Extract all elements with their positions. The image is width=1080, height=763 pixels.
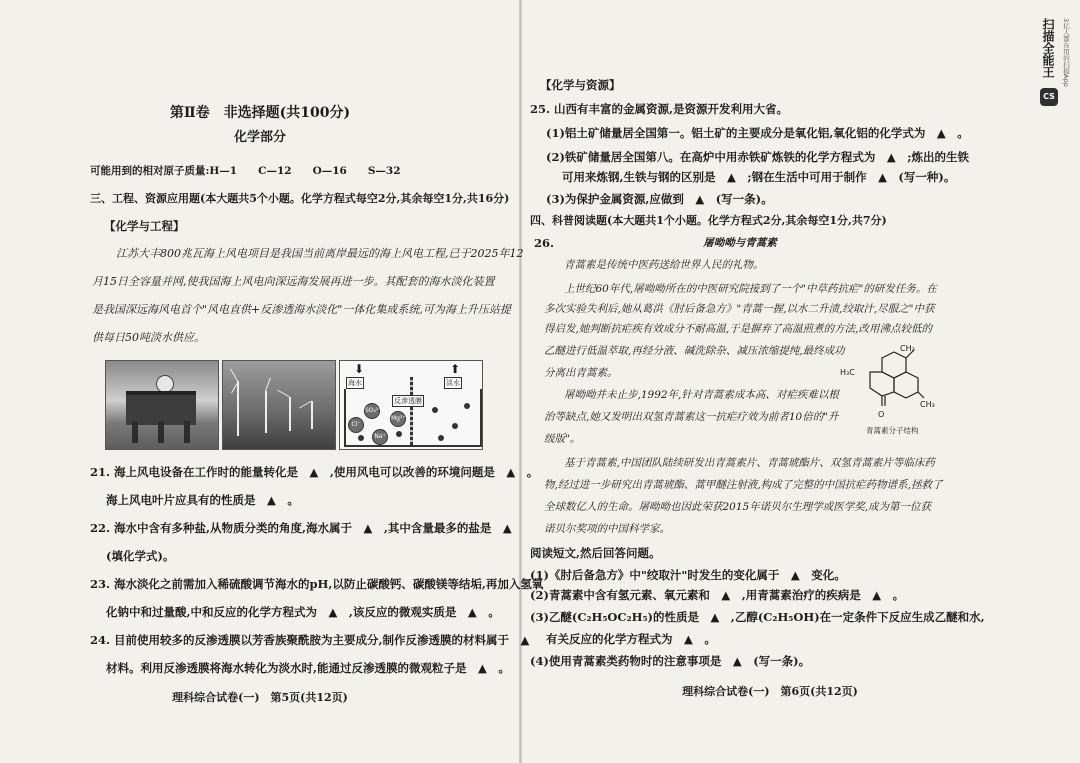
app-tagline: 3亿人都在用的扫描App [1062,18,1070,87]
intro-line: 供每日50吨淡水供应。 [92,331,205,344]
article-line: 级版"。 [544,433,581,445]
topic-chem-resources: 【化学与资源】 [540,78,621,92]
section-three-heading: 三、工程、资源应用题(本大题共5个小题。化学方程式每空2分,其余每空1分,共16分) [90,192,510,205]
question-25: 25. 山西有丰富的金属资源,是资源开发利用大省。 [530,102,789,116]
question-26-3: (3)乙醚(C₂H₅OC₂H₅)的性质是 ▲ ,乙醇(C₂H₅OH)在一定条件下反应生成乙醚和水, [530,610,985,624]
question-26-3-cont: 有关反应的化学方程式为 ▲ 。 [546,632,716,646]
atomic-mass-note: 可能用到的相对原子质量:H—1 C—12 O—16 S—32 [90,165,401,177]
question-25-1: (1)铝土矿储量居全国第一。铝土矿的主要成分是氧化铝,氧化铝的化学式为 ▲ 。 [546,126,969,140]
article-line: 得启发,她判断抗疟疾有效成分不耐高温,于是摒弃了高温煎煮的方法,改用沸点较低的 [544,323,933,335]
intro-line: 江苏大丰800兆瓦海上风电项目是我国当前离岸最远的海上风电工程,已于2025年12 [116,247,524,260]
intro-line: 月15日全容量并网,使我国海上风电向深远海发展再进一步。其配套的海水淡化装置 [92,275,495,288]
water-molecule-dot [452,423,458,429]
platform-leg [184,421,190,443]
article-line: 治等缺点,她又发明出双氢青蒿素这一抗疟疗效为前者10倍的"升 [544,411,839,423]
turbine-blade [230,369,238,382]
h3c-label: H₃C [840,368,855,377]
question-21-cont: 海上风电叶片应具有的性质是 ▲ 。 [106,493,299,507]
osmosis-membrane [410,377,413,445]
question-23: 23. 海水淡化之前需加入稀硫酸调节海水的pH,以防止碳酸钙、碳酸镁等结垢,再加入氢氧 [90,577,544,591]
scanner-watermark [1040,18,1076,128]
turbine-tower [289,397,291,431]
ion-sodium: Na⁺ [372,429,388,445]
question-22-cont: (填化学式)。 [106,549,175,563]
section-four-heading: 四、科普阅读题(本大题共1个小题。化学方程式2分,其余每空1分,共7分) [530,214,887,227]
ion-sulfate: SO₄²⁻ [364,403,380,419]
camscanner-logo: CS [1040,88,1058,106]
ion-chloride: Cl⁻ [348,417,364,433]
up-arrow-icon: ⬆ [450,362,461,376]
turbine-tower [237,381,239,436]
right-page [520,0,1080,763]
question-26-number: 26. [534,236,555,250]
app-name: 扫描全能王 [1041,18,1055,78]
question-25-2-cont: 可用来炼钢,生铁与钢的区别是 ▲ ;钢在生活中可用于制作 ▲ (写一种)。 [562,170,956,184]
turbine-blade [277,390,290,398]
turbine-blade [265,378,271,391]
question-22: 22. 海水中含有多种盐,从物质分类的角度,海水属于 ▲ ,其中含量最多的盐是 ▲ [90,521,512,535]
article-line: 屠呦呦并未止步,1992年,针对青蒿素成本高、对疟疾难以根 [564,389,839,401]
article-line: 物,经过进一步研究出青蒿琥酯、蒿甲醚注射液,构成了完整的中国抗疟药物谱系,拯救了 [544,479,943,491]
section-title: 第Ⅱ卷 非选择题(共100分) [169,105,351,121]
turbine-tower [311,401,313,429]
intro-line: 是我国深远海风电首个"风电直供+反渗透海水淡化"一体化集成系统,可为海上升压站提 [92,303,511,316]
question-24-cont: 材料。利用反渗透膜将海水转化为淡水时,能通过反渗透膜的微观粒子是 ▲ 。 [106,661,510,675]
right-footer: 理科综合试卷(一) 第6页(共12页) [682,685,858,698]
question-26-1: (1)《肘后备急方》中"绞取汁"时发生的变化属于 ▲ 变化。 [530,568,846,582]
turbine-tower [265,391,267,433]
water-molecule-dot [358,435,364,441]
question-23-cont: 化钠中和过量酸,中和反应的化学方程式为 ▲ ,该反应的微观实质是 ▲ 。 [106,605,500,619]
article-line: 全球数亿人的生命。屠呦呦也因此荣获2015年诺贝尔生理学或医学奖,成为第一位获 [544,501,932,513]
article-line: 乙醚进行低温萃取,再经分液、碱洗除杂、减压浓缩提纯,最终成功 [544,345,845,357]
ch3-top-label: CH₃ [900,344,915,353]
water-molecule-dot [464,403,470,409]
topic-chem-engineering: 【化学与工程】 [104,219,185,233]
water-molecule-dot [432,407,438,413]
carbonyl-o-label: O [878,410,885,419]
article-line: 多次实验失利后,她从葛洪《肘后备急方》"青蒿一握,以水二升渍,绞取汁,尽服之"中获 [544,303,935,315]
molecule-caption: 青蒿素分子结构 [866,426,919,435]
wind-farm-photo [222,360,336,450]
water-molecule-dot [438,435,444,441]
down-arrow-icon: ⬇ [354,362,365,376]
membrane-label: 反渗透膜 [394,397,422,405]
article-line: 诺贝尔奖项的中国科学家。 [544,523,670,535]
article-title: 屠呦呦与青蒿素 [703,237,777,249]
freshwater-label: 淡水 [446,379,460,387]
platform-leg [132,421,138,443]
platform-body [126,391,196,425]
read-prompt: 阅读短文,然后回答问题。 [530,546,661,560]
seawater-label: 海水 [348,379,362,387]
question-25-2: (2)铁矿储量居全国第八。在高炉中用赤铁矿炼铁的化学方程式为 ▲ ;炼出的生铁 [546,150,969,164]
ion-magnesium: Mg²⁺ [390,411,406,427]
question-24: 24. 目前使用较多的反渗透膜以芳香族聚酰胺为主要成分,制作反渗透膜的材料属于 ▲ [90,633,530,647]
reverse-osmosis-diagram [339,360,483,450]
offshore-platform-photo [105,360,219,450]
article-line: 青蒿素是传统中医药送给世界人民的礼物。 [564,259,764,271]
platform-leg [158,421,164,443]
left-footer: 理科综合试卷(一) 第5页(共12页) [172,691,348,704]
water-molecule-dot [396,431,402,437]
question-26-2: (2)青蒿素中含有氢元素、氧元素和 ▲ ,用青蒿素治疗的疾病是 ▲ 。 [530,588,905,602]
article-line: 上世纪60年代,屠呦呦所在的中医研究院接到了一个"中草药抗疟"的研发任务。在 [564,283,937,295]
article-line: 基于青蒿素,中国团队陆续研发出青蒿素片、青蒿琥酯片、双氢青蒿素片等临床药 [564,457,935,469]
question-26-4: (4)使用青蒿素类药物时的注意事项是 ▲ (写一条)。 [530,654,811,668]
turbine-blade [299,401,312,409]
question-21: 21. 海上风电设备在工作时的能量转化是 ▲ ,使用风电可以改善的环境问题是 ▲ 。 [90,465,539,479]
chemistry-subtitle: 化学部分 [233,130,286,145]
ch3-bottom-label: CH₃ [920,400,935,409]
question-25-3: (3)为保护金属资源,应做到 ▲ (写一条)。 [546,192,773,206]
article-line: 分离出青蒿素。 [544,367,618,379]
